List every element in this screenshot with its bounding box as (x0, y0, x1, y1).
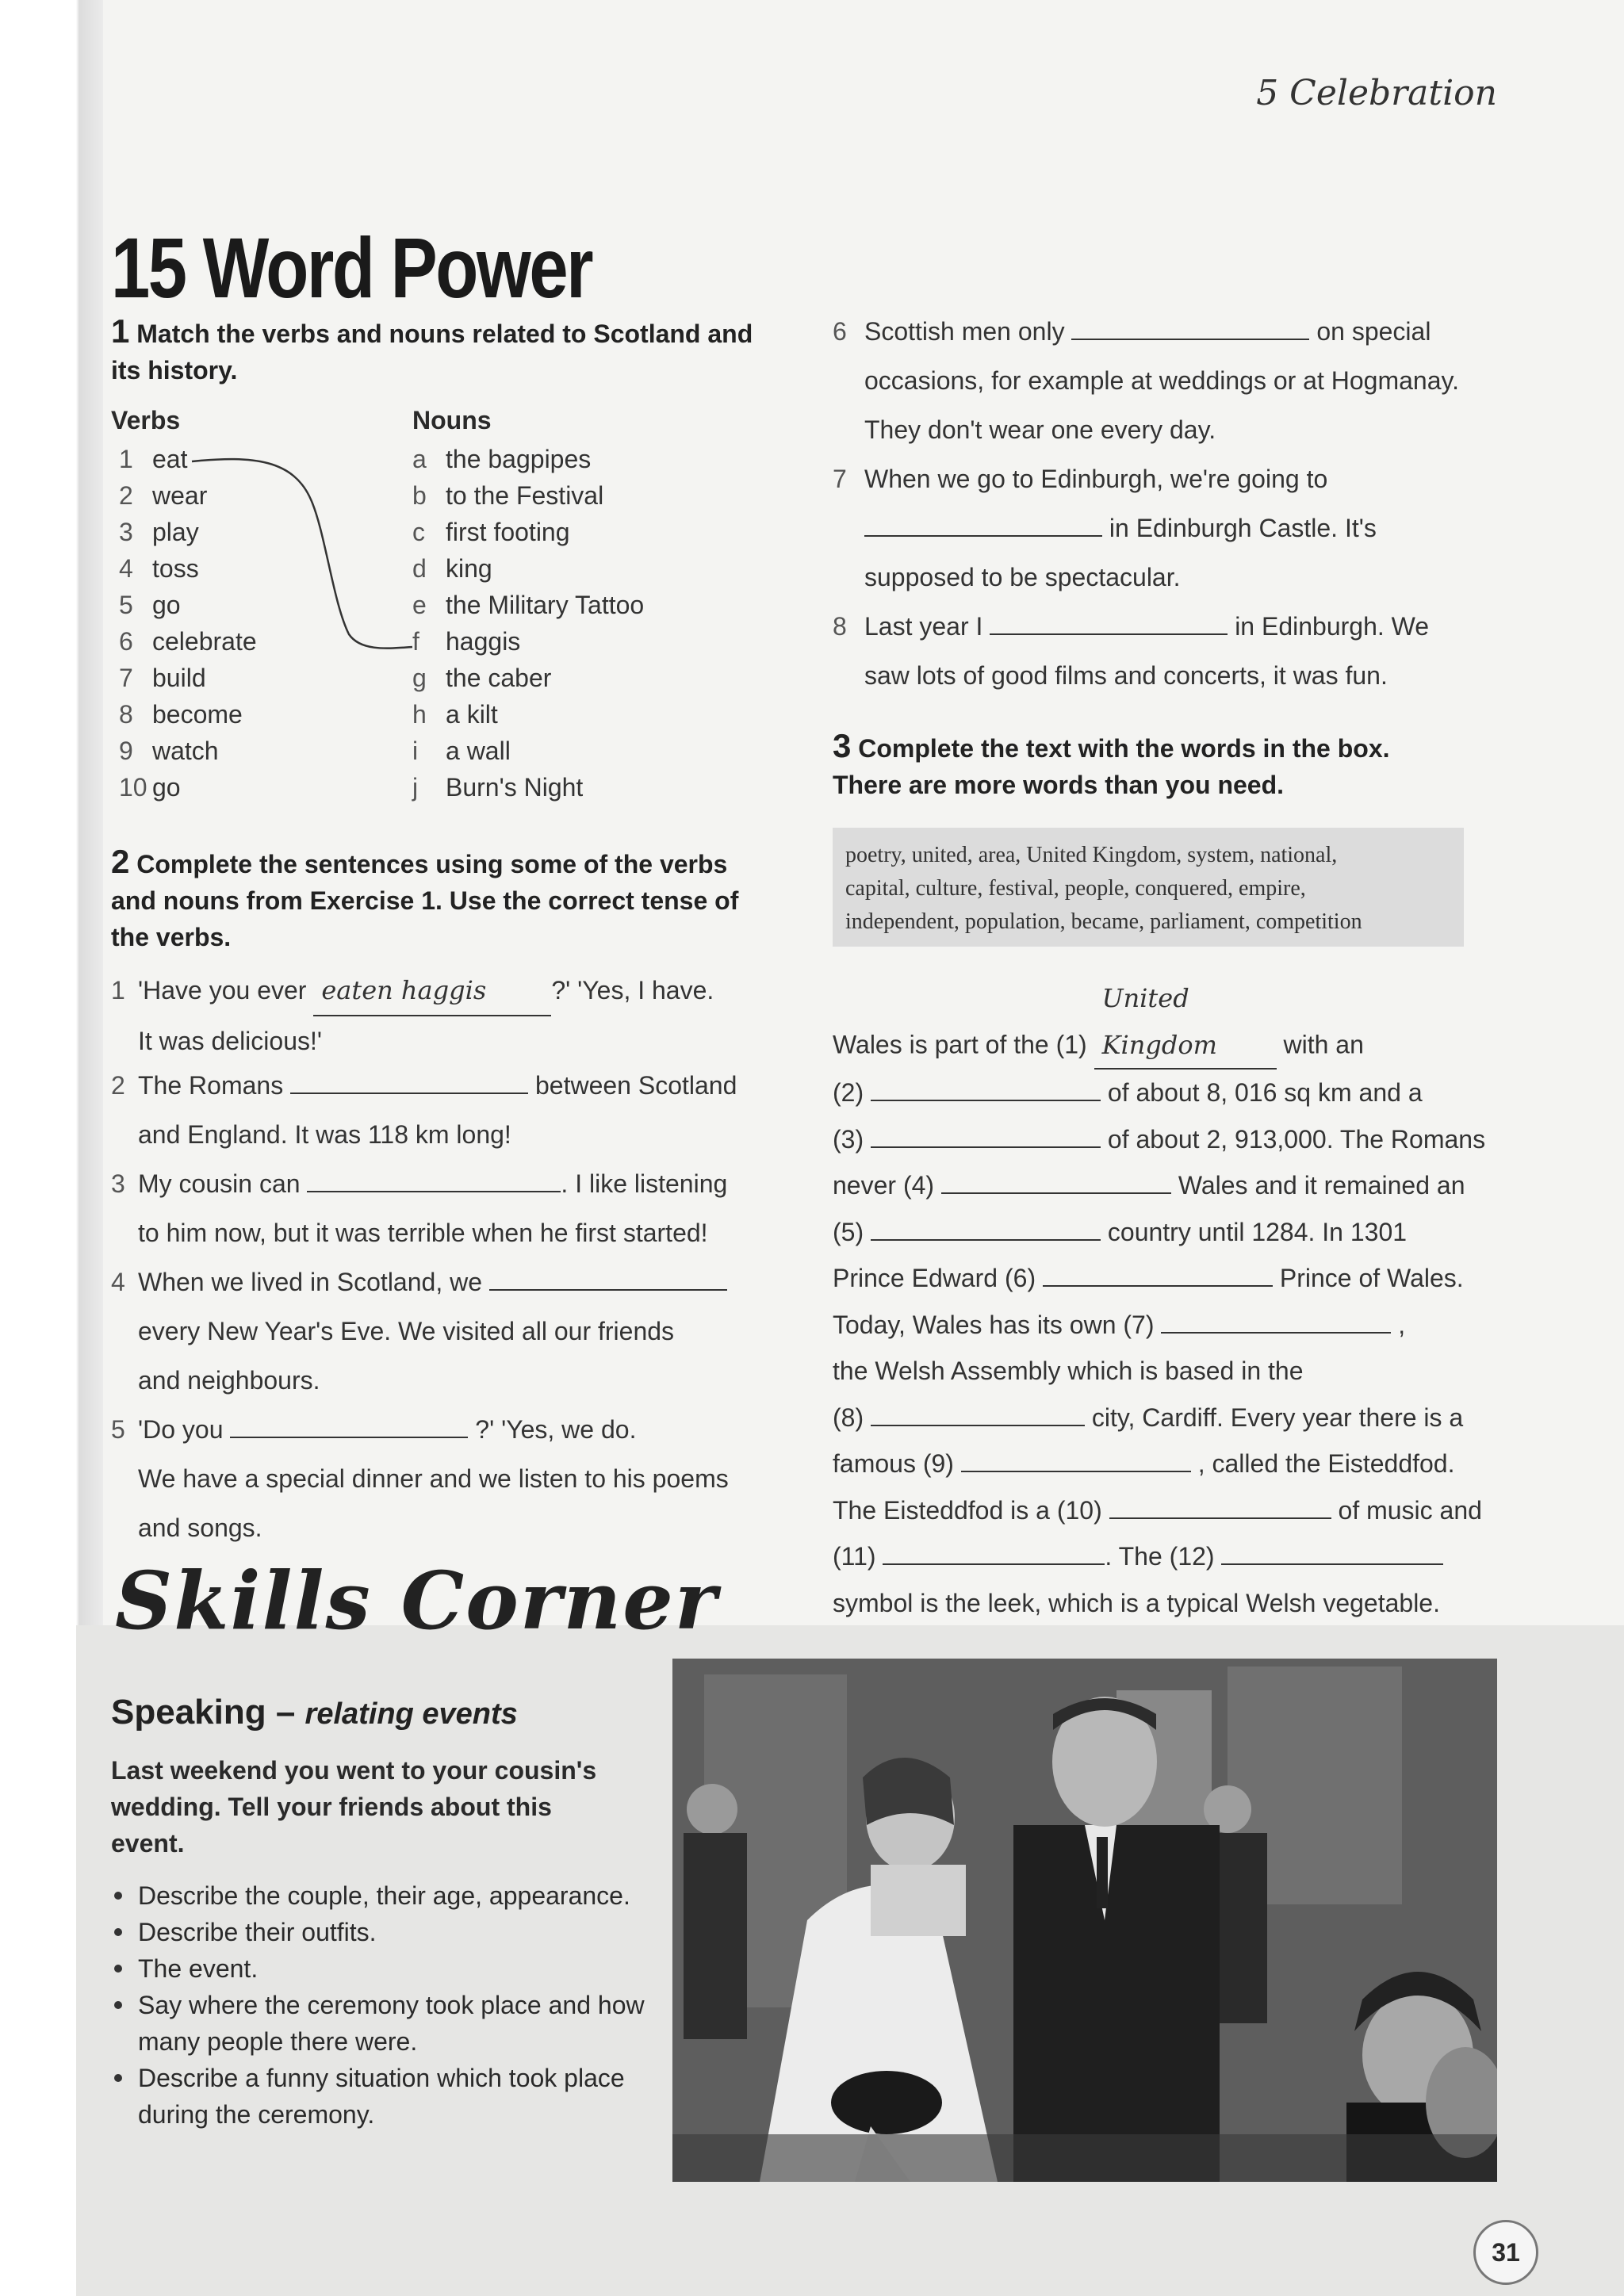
list-item (412, 769, 793, 806)
answer-blank[interactable] (489, 1262, 727, 1291)
sentence-number: 1 (111, 976, 125, 1004)
list-item (412, 587, 793, 623)
text-fragment: Wales is part of the (1) (833, 1030, 1087, 1059)
text-fragment: with an (1283, 1030, 1364, 1059)
sentence-number: 2 (111, 1071, 125, 1100)
list-item (412, 733, 793, 769)
text-fragment: of about 8, 016 sq km and a (1107, 1078, 1423, 1107)
sentence-text: supposed to be spectacular. (864, 563, 1181, 591)
heading-text: Complete the text with the words in the box. (858, 734, 1390, 763)
word-box-line: capital, culture, festival, people, conquered, empire, (845, 876, 1306, 901)
heading-text: and nouns from Exercise 1. Use the correct tense of (111, 886, 739, 915)
answer-blank[interactable] (1109, 1490, 1331, 1519)
list-item (412, 660, 793, 696)
answer-blank[interactable] (290, 1066, 528, 1094)
bullet-icon (114, 1892, 122, 1900)
list-item (119, 733, 381, 769)
sentence-text: between Scotland (534, 1071, 737, 1100)
item-label: d (412, 554, 427, 583)
list-item (111, 1877, 666, 1914)
item-label: f (412, 627, 419, 656)
sentence-1 (111, 966, 793, 1066)
text-fragment: (8) (833, 1402, 864, 1432)
page-title: 15 Word Power (111, 220, 592, 316)
sentence-text: It was delicious!' (138, 1027, 322, 1055)
item-text: watch (152, 737, 219, 765)
heading-text: Complete the sentences using some of the verbs (136, 850, 728, 878)
word-box-line: independent, population, became, parliament, competition (845, 909, 1362, 934)
item-text: build (152, 664, 206, 692)
sentence-text: When we lived in Scotland, we (138, 1268, 482, 1296)
answer-eaten-haggis: eaten haggis (313, 966, 551, 1016)
heading-text: its history. (111, 356, 238, 385)
answer-blank[interactable] (1071, 312, 1309, 340)
list-item (412, 441, 793, 477)
exercise-2-heading (111, 844, 793, 955)
text-fragment: the Welsh Assembly which is based in the (833, 1357, 1304, 1385)
item-text: become (152, 700, 243, 729)
text-fragment: , called the Eisteddfod. (1197, 1449, 1455, 1478)
bullet-icon (114, 2001, 122, 2009)
item-label: a (412, 445, 427, 473)
nouns-label: Nouns (412, 406, 492, 434)
list-item (412, 550, 793, 587)
sentence-number: 6 (833, 317, 847, 346)
speaking-subtitle: relating events (304, 1697, 518, 1731)
answer-blank[interactable] (1043, 1258, 1273, 1287)
exercise-number: 3 (833, 727, 852, 764)
text-fragment: . The (12) (1105, 1542, 1215, 1571)
section-header: 5 Celebration (1256, 73, 1497, 113)
sentence-text: and songs. (138, 1513, 262, 1542)
text-fragment: (11) (833, 1542, 876, 1571)
wedding-photo (672, 1659, 1497, 2182)
text-fragment: city, Cardiff. Every year there is a (1091, 1402, 1464, 1432)
verbs-label: Verbs (111, 406, 181, 434)
exercise-number: 2 (111, 843, 130, 880)
item-text: wear (152, 481, 208, 510)
exercise-3-heading (833, 728, 1499, 803)
heading-text: Match the verbs and nouns related to Scotland and (136, 320, 753, 348)
answer-blank[interactable] (871, 1212, 1101, 1241)
text-fragment: Today, Wales has its own (7) (833, 1310, 1155, 1339)
speaking-label: Speaking – (111, 1693, 296, 1732)
answer-united-kingdom: United Kingdom (1094, 975, 1277, 1070)
item-text: go (152, 773, 181, 802)
item-label: 9 (119, 737, 133, 765)
sentence-text: in Edinburgh Castle. It's (1109, 514, 1377, 542)
list-item (412, 514, 793, 550)
answer-blank[interactable] (883, 1536, 1105, 1565)
speaking-heading (111, 1693, 518, 1732)
text-fragment: (3) (833, 1124, 864, 1154)
sentence-6 (833, 307, 1499, 454)
item-text: play (152, 518, 199, 546)
item-label: c (412, 518, 425, 546)
answer-blank[interactable] (864, 508, 1102, 537)
answer-blank[interactable] (1161, 1305, 1391, 1334)
item-label: e (412, 591, 427, 619)
item-label: 3 (119, 518, 133, 546)
sentence-2 (111, 1061, 793, 1159)
sentence-text: in Edinburgh. We (1235, 612, 1430, 641)
answer-blank[interactable] (871, 1119, 1101, 1148)
item-text: a wall (446, 737, 511, 765)
bullet-icon (114, 1928, 122, 1936)
skills-corner-title: Skills Corner (115, 1554, 718, 1647)
sentence-text: saw lots of good films and concerts, it was fun. (864, 661, 1388, 690)
match-line (190, 444, 428, 658)
sentence-text: and England. It was 118 km long! (138, 1120, 511, 1149)
text-fragment: Prince Edward (6) (833, 1264, 1036, 1292)
text-fragment: never (4) (833, 1171, 935, 1200)
sentence-text: We have a special dinner and we listen to his poems (138, 1464, 729, 1493)
list-item (412, 623, 793, 660)
sentence-text: ?' 'Yes, we do. (475, 1415, 637, 1444)
list-item (412, 696, 793, 733)
heading-text: There are more words than you need. (833, 771, 1285, 799)
sentence-text: and neighbours. (138, 1366, 320, 1395)
sentence-5 (111, 1405, 793, 1552)
item-label: 10 (119, 773, 147, 802)
sentence-number: 3 (111, 1169, 125, 1198)
item-label: b (412, 481, 427, 510)
list-item (111, 2060, 666, 2133)
item-text: eat (152, 445, 188, 473)
sentence-text: . I like listening (561, 1169, 728, 1198)
text-fragment: , (1398, 1310, 1406, 1339)
sentence-text: 'Have you ever (138, 976, 307, 1004)
heading-text: the verbs. (111, 923, 232, 951)
sentence-text: every New Year's Eve. We visited all our friends (138, 1317, 675, 1345)
bullet-text: Describe a funny situation which took place during the ceremony. (138, 2064, 625, 2129)
list-item (119, 660, 381, 696)
text-fragment: Prince of Wales. (1279, 1264, 1464, 1292)
item-text: haggis (446, 627, 521, 656)
sentence-text: When we go to Edinburgh, we're going to (864, 465, 1328, 493)
answer-blank[interactable] (961, 1444, 1191, 1472)
text-fragment: (5) (833, 1217, 864, 1246)
item-text: the bagpipes (446, 445, 592, 473)
bullet-text: The event. (138, 1954, 259, 1983)
item-label: 2 (119, 481, 133, 510)
sentence-3 (111, 1159, 793, 1257)
bullet-text: Say where the ceremony took place and how many people there were. (138, 1991, 645, 2056)
sentence-text: on special (1316, 317, 1431, 346)
bullet-text: Describe their outfits. (138, 1918, 377, 1946)
bullet-text: Describe the couple, their age, appearance. (138, 1881, 630, 1910)
sentence-text: Scottish men only (864, 317, 1065, 346)
answer-blank[interactable] (941, 1165, 1171, 1194)
wedding-photo-illustration (672, 1659, 1497, 2182)
item-label: i (412, 737, 419, 765)
list-item (412, 477, 793, 514)
list-item (119, 769, 381, 806)
item-text: the Military Tattoo (446, 591, 645, 619)
sentence-text: Last year I (864, 612, 983, 641)
exercise-1-heading (111, 313, 793, 388)
item-label: 1 (119, 445, 133, 473)
item-text: the caber (446, 664, 552, 692)
list-item (119, 696, 381, 733)
item-text: celebrate (152, 627, 257, 656)
sentence-number: 7 (833, 465, 847, 493)
item-text: first footing (446, 518, 570, 546)
word-box (833, 828, 1464, 947)
item-text: Burn's Night (446, 773, 584, 802)
wales-text (833, 975, 1499, 1626)
text-fragment: of music and (1338, 1495, 1482, 1525)
text-fragment: country until 1284. In 1301 (1107, 1217, 1408, 1246)
nouns-list (412, 441, 793, 806)
text-fragment: (2) (833, 1078, 864, 1107)
exercise-number: 1 (111, 312, 130, 350)
item-text: to the Festival (446, 481, 604, 510)
sentence-text: They don't wear one every day. (864, 415, 1216, 444)
item-text: a kilt (446, 700, 498, 729)
word-box-line: poetry, united, area, United Kingdom, system, national, (845, 843, 1338, 867)
sentence-text: The Romans (138, 1071, 284, 1100)
sentence-7 (833, 454, 1499, 602)
bullet-icon (114, 2074, 122, 2082)
item-label: 6 (119, 627, 133, 656)
sentence-text: 'Do you (138, 1415, 224, 1444)
text-fragment: Wales and it remained an (1178, 1171, 1465, 1200)
sentence-number: 4 (111, 1268, 125, 1296)
sentence-text: occasions, for example at weddings or at Hogmanay. (864, 366, 1460, 395)
answer-blank[interactable] (871, 1398, 1085, 1426)
item-label: 7 (119, 664, 133, 692)
sentence-text: ?' 'Yes, I have. (551, 976, 714, 1004)
text-fragment: The Eisteddfod is a (10) (833, 1495, 1102, 1525)
item-label: 4 (119, 554, 133, 583)
text-fragment: of about 2, 913,000. The Romans (1107, 1124, 1486, 1154)
text-fragment: symbol is the leek, which is a typical Welsh vegetable. (833, 1588, 1440, 1617)
answer-blank[interactable] (871, 1073, 1101, 1101)
answer-blank[interactable] (307, 1164, 561, 1192)
list-item (111, 1987, 666, 2060)
page-number: 31 (1473, 2220, 1538, 2285)
item-text: toss (152, 554, 199, 583)
answer-blank[interactable] (230, 1410, 468, 1438)
sentence-text: My cousin can (138, 1169, 301, 1198)
item-label: 8 (119, 700, 133, 729)
list-item (111, 1950, 666, 1987)
item-text: go (152, 591, 181, 619)
sentence-text: to him now, but it was terrible when he first started! (138, 1219, 708, 1247)
list-item (111, 1914, 666, 1950)
item-label: 5 (119, 591, 133, 619)
item-label: h (412, 700, 427, 729)
sentence-4 (111, 1257, 793, 1405)
item-text: king (446, 554, 492, 583)
speaking-prompts (111, 1877, 666, 2133)
speaking-instructions: Last weekend you went to your cousin's wedding. Tell your friends about this event. (111, 1756, 597, 1858)
answer-blank[interactable] (990, 607, 1228, 635)
item-label: j (412, 773, 419, 802)
sentence-number: 5 (111, 1415, 125, 1444)
sentence-8 (833, 602, 1499, 700)
answer-blank[interactable] (1221, 1536, 1443, 1565)
sentence-number: 8 (833, 612, 847, 641)
item-label: g (412, 664, 427, 692)
bullet-icon (114, 1965, 122, 1973)
text-fragment: famous (9) (833, 1449, 954, 1478)
